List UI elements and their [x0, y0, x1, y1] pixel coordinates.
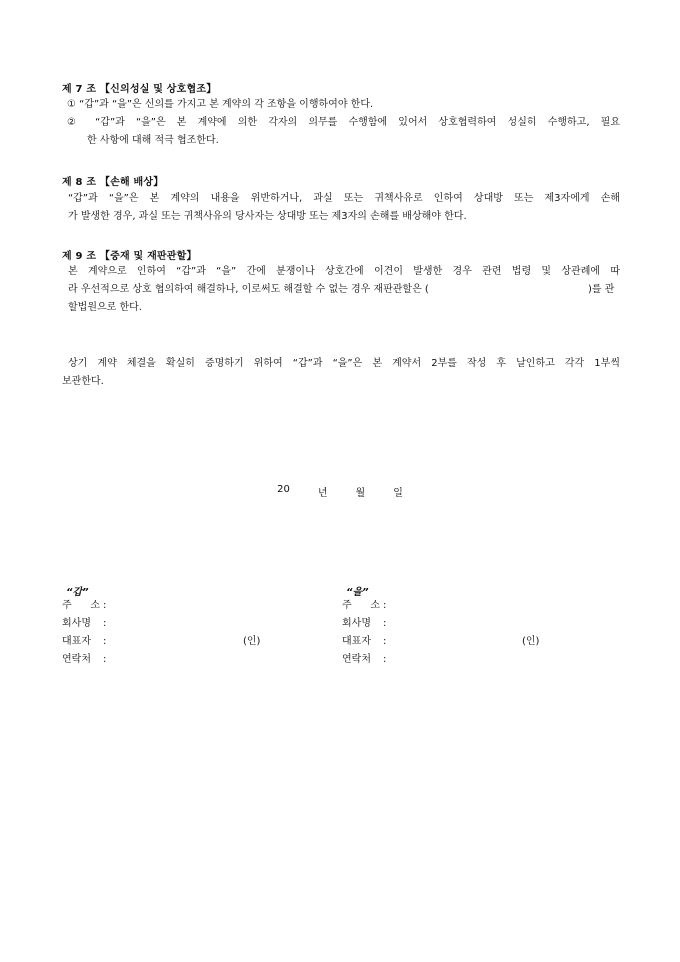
colon: :: [103, 654, 107, 665]
date-month-unit: 월: [355, 488, 366, 499]
party-a-address: [62, 597, 342, 615]
date-year: 20: [277, 484, 290, 495]
company-label: 회사명: [62, 618, 91, 629]
date-year-unit: 년: [317, 488, 328, 499]
article-8-title: 제 8 조 【손해 배상】: [62, 177, 164, 188]
article-9-line-2-end: )를 관: [588, 284, 615, 295]
article-7-title: 제 7 조 【신의성실 및 상호협조】: [62, 84, 217, 95]
address-label: 주 소: [62, 600, 100, 611]
party-a-block: [62, 583, 342, 669]
article-9-title: 제 9 조 【중재 및 재판관할】: [62, 251, 197, 262]
party-a-contact: [62, 651, 342, 669]
colon: :: [383, 654, 387, 665]
article-9-line-1: 본 계약으로 인하여 “갑”과 “을” 간에 분쟁이나 상호간에 이견이 발생한 경우 관련 법령 및 상관례에 따: [68, 266, 620, 277]
article-9-line-3: 할법원으로 한다.: [68, 302, 142, 313]
party-b-representative: [342, 633, 622, 651]
party-a-company: [62, 615, 342, 633]
article-8-line-2: 가 발생한 경우, 과실 또는 귀책사유의 당사자는 상대방 또는 제3자의 손해를 배상해야 한다.: [68, 211, 467, 222]
closing-line-2: 보관한다.: [62, 376, 104, 387]
colon: :: [383, 636, 387, 647]
closing-line-1: 상기 계약 체결을 확실히 증명하기 위하여 “갑”과 “을”은 본 계약서 2부를 작성 후 날인하고 각각 1부씩: [68, 358, 620, 369]
party-b-company: [342, 615, 622, 633]
article-7-item-1: ① “갑”과 “을”은 신의를 가지고 본 계약의 각 조항을 이행하여야 한다.: [67, 99, 374, 110]
colon: :: [103, 600, 107, 611]
party-b-name: “을”: [346, 587, 369, 598]
colon: :: [383, 618, 387, 629]
article-9-line-2-start: 라 우선적으로 상호 협의하여 해결하나, 이로써도 해결할 수 없는 경우 재판관할은 (: [68, 284, 429, 295]
article-7-item-2-line-2: 한 사항에 대해 적극 협조한다.: [87, 135, 219, 146]
contract-date: [0, 484, 680, 499]
colon: :: [103, 618, 107, 629]
party-b-seal: (인): [522, 636, 540, 647]
address-label: 주 소: [342, 600, 380, 611]
party-b-block: [342, 583, 622, 669]
date-day-unit: 일: [393, 488, 403, 499]
contact-label: 연락처: [62, 654, 91, 665]
party-a-name: “갑”: [66, 587, 89, 598]
party-b-address: [342, 597, 622, 615]
party-b-contact: [342, 651, 622, 669]
representative-label: 대표자: [62, 636, 91, 647]
colon: :: [383, 600, 387, 611]
company-label: 회사명: [342, 618, 371, 629]
representative-label: 대표자: [342, 636, 371, 647]
party-a-representative: [62, 633, 342, 651]
article-8-line-1: “갑”과 “을”은 본 계약의 내용을 위반하거나, 과실 또는 귀책사유로 인하여 상대방 또는 제3자에게 손해: [68, 193, 620, 204]
party-a-seal: (인): [243, 636, 261, 647]
colon: :: [103, 636, 107, 647]
contact-label: 연락처: [342, 654, 371, 665]
article-7-item-2-line-1: ② “갑”과 “을”은 본 계약에 의한 각자의 의무를 수행함에 있어서 상호협력하여 성실히 수행하고, 필요: [67, 117, 620, 128]
